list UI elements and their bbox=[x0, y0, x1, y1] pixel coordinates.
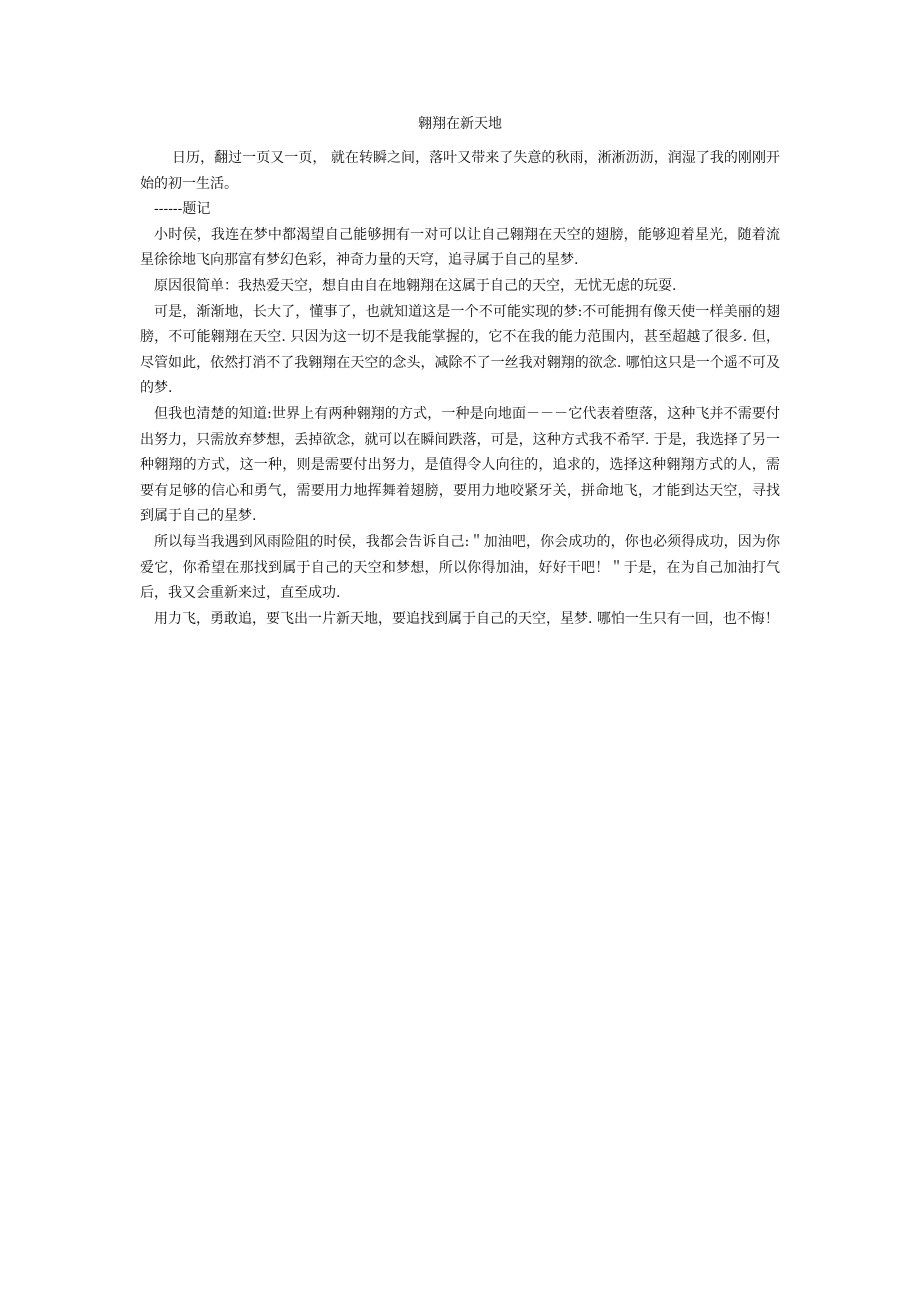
document-title: 翱翔在新天地 bbox=[418, 116, 502, 132]
paragraph-6: 用力飞，勇敢追，要飞出一片新天地，要追找到属于自己的天空，星梦. 哪怕一生只有一回，也不悔！ bbox=[154, 610, 779, 627]
document-page bbox=[140, 112, 780, 632]
paragraph-3: 可是，渐渐地，长大了，懂事了，也就知道这是一个不可能实现的梦:不可能拥有像天使一样美丽的翅膀，不可能翱翔在天空. 只因为这一切不是我能掌握的，它不在我的能力范围内，甚至超越了很多. 但，尽管如此，依然打消不了我翱翔在天空的念头，减除不了一丝我对翱翔的欲念. 哪怕这只是一个遥不可及的梦. bbox=[140, 303, 780, 397]
inscription: ------题记 bbox=[154, 201, 211, 218]
paragraph-1: 小时侯，我连在梦中都渴望自己能够拥有一对可以让自己翱翔在天空的翅膀，能够迎着星光，随着流星徐徐地飞向那富有梦幻色彩，神奇力量的天穹，追寻属于自己的星梦. bbox=[140, 226, 780, 269]
paragraph-5: 所以每当我遇到风雨险阻的时侯，我都会告诉自己:＂加油吧，你会成功的，你也必须得成功，因为你爱它，你希望在那找到属于自己的天空和梦想，所以你得加油，好好干吧！＂于是，在为自己加油打气后，我又会重新来过，直至成功. bbox=[140, 533, 780, 602]
paragraph-4: 但我也清楚的知道:世界上有两种翱翔的方式，一种是向地面－－－它代表着堕落，这种飞并不需要付出努力，只需放弃梦想，丢掉欲念，就可以在瞬间跌落，可是，这种方式我不希罕. 于是，我选择了另一种翱翔的方式，这一种，则是需要付出努力，是值得令人向往的，追求的，选择这种翱翔方式的人，需要有足够的信心和勇气，需要用力地挥舞着翅膀，要用力地咬紧牙关，拼命地飞，才能到达天空，寻找到属于自己的星梦. bbox=[140, 405, 780, 525]
paragraph-2: 原因很简单：我热爱天空，想自由自在地翱翔在这属于自己的天空，无忧无虑的玩耍. bbox=[154, 277, 677, 294]
intro-paragraph: 日历，翻过一页又一页， 就在转瞬之间，落叶又带来了失意的秋雨，淅淅沥沥，润湿了我的刚刚开始的初一生活。 bbox=[140, 150, 780, 192]
